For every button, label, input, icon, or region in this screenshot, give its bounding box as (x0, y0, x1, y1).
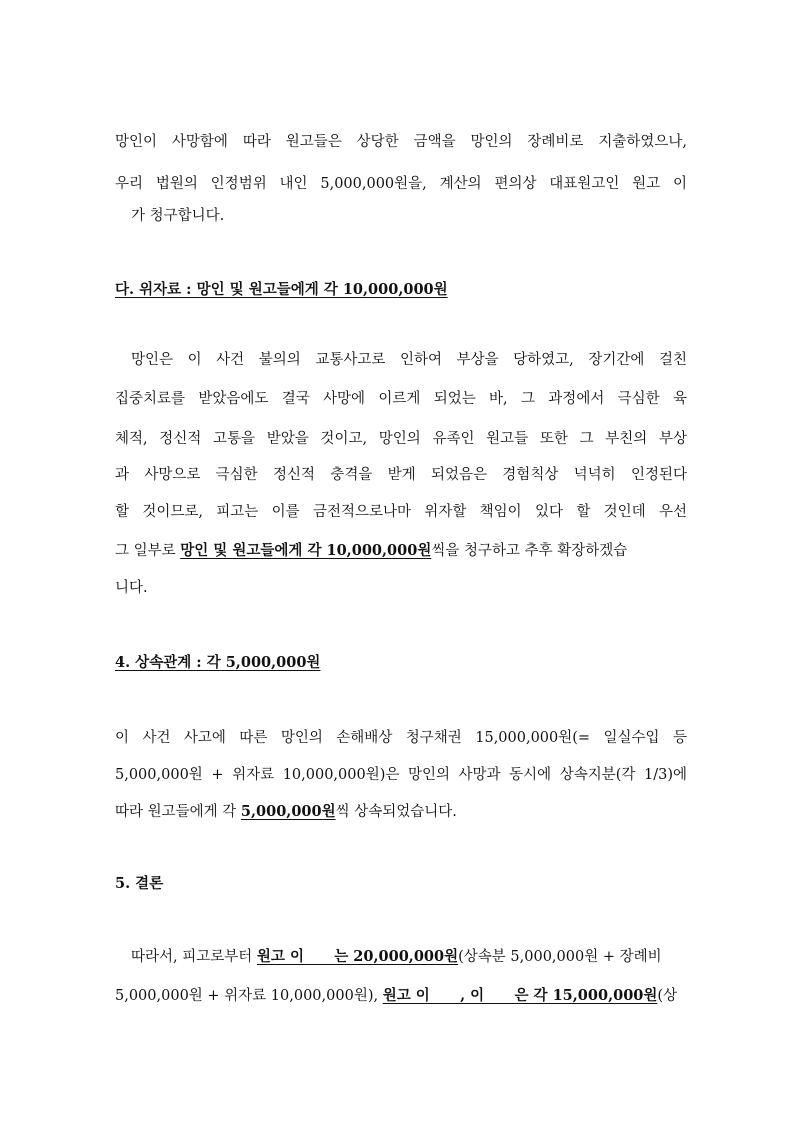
conclusion-paragraph-line-1 (131, 947, 703, 967)
conclusion-paragraph-line-2 (115, 986, 687, 1006)
consolation-paragraph-line-6 (115, 541, 687, 561)
inheritance-line-3-pre: 따라 원고들에게 각 (115, 804, 241, 820)
consolation-paragraph-line-4: 과 사망으로 극심한 정신적 충격을 받게 되었음은 경험칙상 넉넉히 인정된다 (115, 467, 687, 483)
inheritance-paragraph-line-2: 5,000,000원 + 위자료 10,000,000원)은 망인의 사망과 동시에 상속지분(각 1/3)에 (115, 767, 687, 783)
conclusion-line-2-post: (상 (657, 988, 678, 1004)
consolation-line-6-post: 씩을 청구하고 추후 확장하겠습 (431, 543, 628, 559)
funeral-paragraph-line-2: 우리 법원의 인정범위 내인 5,000,000원을, 계산의 편의상 대표원고인 원고 이 (115, 176, 687, 192)
consolation-paragraph-line-3: 체적, 정신적 고통을 받았을 것이고, 망인의 유족인 원고들 또한 그 부친의 부상 (115, 431, 687, 447)
consolation-claim-amount: 망인 및 원고들에게 각 10,000,000원 (180, 542, 432, 559)
funeral-paragraph-line-3: 가 청구합니다. (131, 208, 225, 224)
conclusion-plaintiffs-2-3-amount: 원고 이 , 이 은 각 15,000,000원 (382, 987, 658, 1004)
inheritance-paragraph-line-3 (115, 802, 687, 822)
heading-inheritance: 4. 상속관계 : 각 5,000,000원 (115, 654, 321, 671)
consolation-paragraph-line-5: 할 것이므로, 피고는 이를 금전적으로나마 위자할 책임이 있다 할 것인데 우선 (115, 504, 687, 520)
funeral-paragraph-line-1: 망인이 사망함에 따라 원고들은 상당한 금액을 망인의 장례비로 지출하였으나, (115, 134, 687, 150)
inheritance-share-amount: 5,000,000원 (240, 803, 336, 820)
conclusion-line-1-post: (상속분 5,000,000원 + 장례비 (458, 949, 662, 965)
heading-conclusion: 5. 결론 (115, 875, 164, 892)
inheritance-line-3-post: 씩 상속되었습니다. (335, 804, 457, 820)
consolation-line-6-pre: 그 일부로 (115, 543, 181, 559)
conclusion-line-2-pre: 5,000,000원 + 위자료 10,000,000원), (115, 988, 383, 1004)
conclusion-plaintiff-1-amount: 원고 이 는 20,000,000원 (256, 948, 459, 965)
inheritance-paragraph-line-1: 이 사건 사고에 따른 망인의 손해배상 청구채권 15,000,000원(= 일실수입 등 (115, 730, 687, 746)
heading-consolation: 다. 위자료 : 망인 및 원고들에게 각 10,000,000원 (115, 281, 448, 298)
consolation-paragraph-line-7: 니다. (115, 580, 148, 596)
consolation-paragraph-line-2: 집중치료를 받았음에도 결국 사망에 이르게 되었는 바, 그 과정에서 극심한 육 (115, 391, 687, 407)
consolation-paragraph-line-1: 망인은 이 사건 불의의 교통사고로 인하여 부상을 당하였고, 장기간에 걸친 (131, 352, 687, 368)
conclusion-line-1-pre: 따라서, 피고로부터 (131, 949, 257, 965)
